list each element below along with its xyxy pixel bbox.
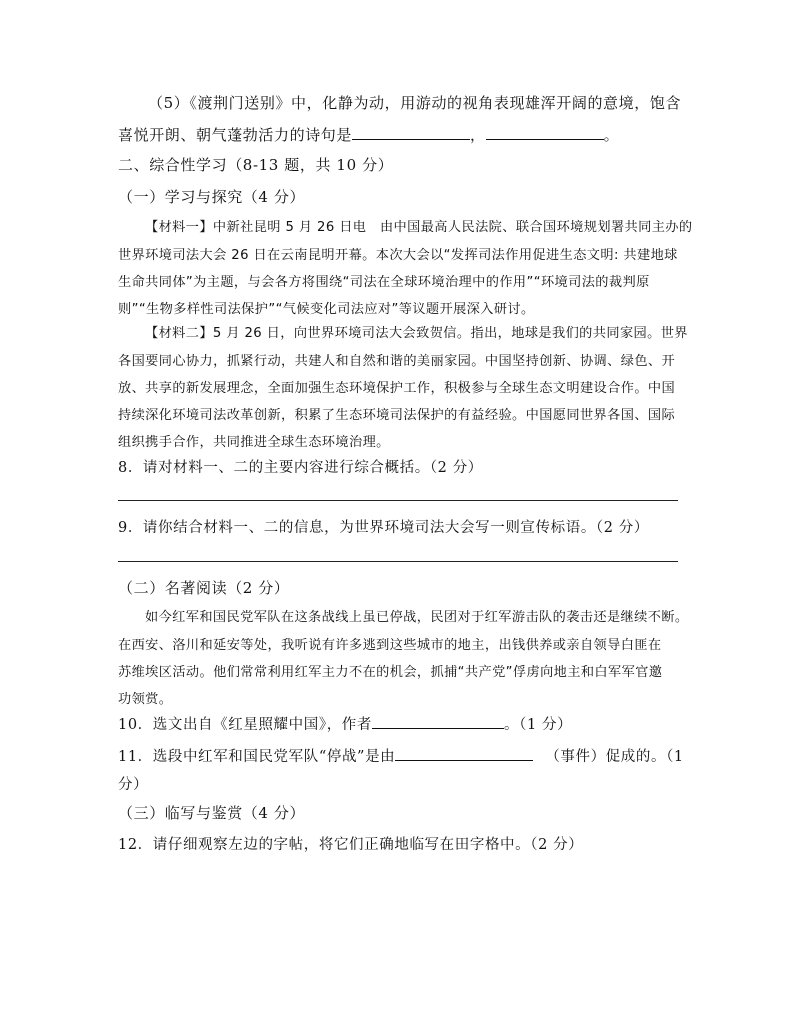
material-2-line-2: 各国要同心协力，抓紧行动，共建人和自然和谐的美丽家园。中国坚持创新、协调、绿色、开 <box>118 354 676 369</box>
answer-blank-2[interactable] <box>486 125 604 140</box>
excerpt-line-2: 在西安、洛川和延安等处，我听说有许多逃到这些城市的地主，出钱供养或亲自领导白匪在 <box>118 638 662 653</box>
answer-line-q8[interactable] <box>118 500 678 501</box>
material-2-line-5: 组织携手合作，共同推进全球生态环境治理。 <box>118 435 390 450</box>
excerpt-line-3: 苏维埃区活动。他们常常利用红军主力不在的机会，抓捕“共产党”俘虏向地主和白军军官邀 <box>118 665 663 680</box>
q5-end: 。 <box>603 126 620 144</box>
q11-end: （事件）促成的。（1 <box>545 749 684 765</box>
material-1-line-1: 【材料一】中新社昆明 5 月 26 日电 由中国最高人民法院、联合国环境规划署共同主办的 <box>145 220 693 235</box>
part-2-title: （二）名著阅读（2 分） <box>118 579 290 597</box>
question-11 <box>118 745 684 766</box>
q5-text-2: 喜悦开朗、朝气蓬勃活力的诗句是 <box>118 126 353 144</box>
material-2-line-1: 【材料二】5 月 26 日，向世界环境司法大会致贺信。指出，地球是我们的共同家园。世界 <box>145 326 688 341</box>
excerpt-line-1: 如今红军和国民党军队在这条战线上虽已停战，民团对于红军游击队的袭击还是继续不断。 <box>145 610 689 625</box>
question-8: 8．请对材料一、二的主要内容进行综合概括。（2 分） <box>118 460 483 476</box>
q5-separator: ， <box>470 126 486 144</box>
q10-text: 10．选文出自《红星照耀中国》，作者 <box>118 717 372 733</box>
question-11-cont: 分） <box>118 777 149 793</box>
material-1-line-4: 则”“生物多样性司法保护”“气候变化司法应对”等议题开展深入研讨。 <box>118 302 535 317</box>
part-1-title: （一）学习与探究（4 分） <box>118 188 306 206</box>
part-3-title: （三）临写与鉴赏（4 分） <box>118 804 306 822</box>
q11-text: 11．选段中红军和国民党军队“停战”是由 <box>118 749 396 765</box>
answer-blank-1[interactable] <box>352 125 470 140</box>
material-2-line-3: 放、共享的新发展理念，全面加强生态环境保护工作，积极参与全球生态文明建设合作。中国 <box>118 381 676 396</box>
question-12: 12．请仔细观察左边的字帖，将它们正确地临写在田字格中。（2 分） <box>118 837 584 853</box>
material-1-line-2: 世界环境司法大会 26 日在云南昆明开幕。本次大会以“发挥司法作用促进生态文明: 共建地球 <box>118 248 678 263</box>
q11-blank[interactable] <box>395 746 533 761</box>
q10-end: 。（1 分） <box>504 717 573 733</box>
q10-blank[interactable] <box>372 714 504 729</box>
q5-line-2 <box>118 124 619 145</box>
q5-line-1 <box>148 92 681 113</box>
question-10 <box>118 713 572 734</box>
question-9: 9．请你结合材料一、二的信息，为世界环境司法大会写一则宣传标语。（2 分） <box>118 520 650 536</box>
answer-line-q9[interactable] <box>118 561 678 562</box>
section-2-title: 二、综合性学习（8-13 题，共 10 分） <box>118 156 394 174</box>
excerpt-line-4: 功领赏。 <box>118 692 173 707</box>
q5-text-1: （5）《渡荆门送别》中，化静为动，用游动的视角表现雄浑开阔的意境，饱含 <box>148 94 682 112</box>
material-2-line-4: 持续深化环境司法改革创新，积累了生态环境司法保护的有益经验。中国愿同世界各国、国际 <box>118 408 676 423</box>
material-1-line-3: 生命共同体”为主题，与会各方将围绕“司法在全球环境治理中的作用”“环境司法的裁判原 <box>118 275 650 290</box>
